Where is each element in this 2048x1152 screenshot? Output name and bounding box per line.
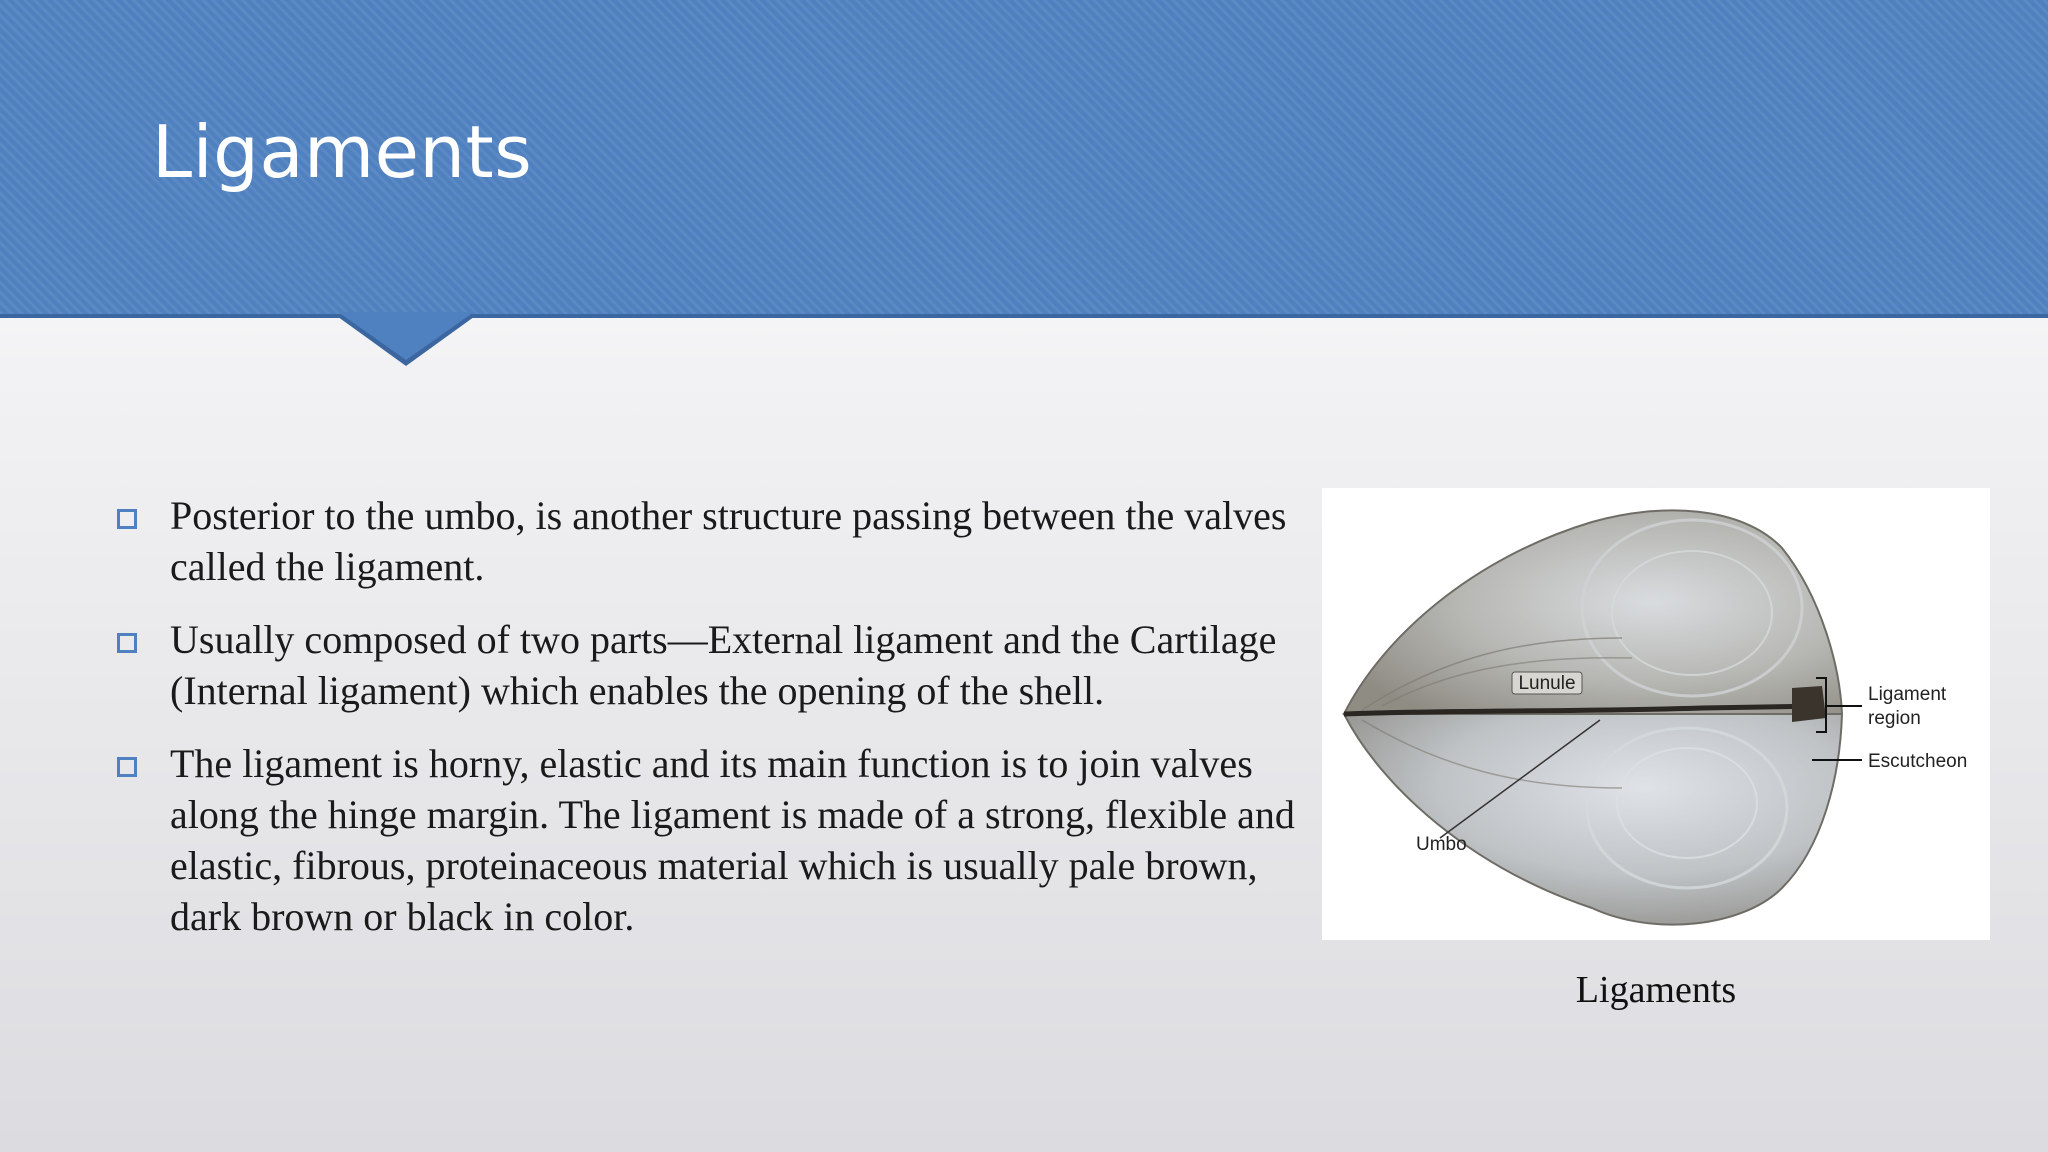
banner-notch-fill — [338, 312, 474, 360]
shell-top-valve — [1344, 510, 1842, 714]
shell-figure — [1322, 488, 1990, 940]
bullet-list — [112, 490, 1312, 964]
lunule-label: Lunule — [1518, 673, 1576, 694]
shell-diagram — [1322, 488, 1990, 940]
square-bullet-icon — [117, 633, 137, 653]
slide-title: Ligaments — [152, 110, 533, 194]
ligament-region-mark — [1792, 686, 1826, 722]
bullet-item — [112, 738, 1312, 942]
shell-bottom-valve — [1344, 714, 1842, 925]
figure-caption: Ligaments — [1575, 969, 1737, 1011]
bullet-text: Posterior to the umbo, is another structure passing between the valves called the ligament. — [170, 493, 1287, 589]
umbo-label: Umbo — [1416, 834, 1467, 855]
ligament-label-line2: region — [1868, 708, 1921, 729]
bullet-item — [112, 490, 1312, 592]
escutcheon-label: Escutcheon — [1868, 751, 1968, 772]
bullet-item — [112, 614, 1312, 716]
ligament-label-line1: Ligament — [1868, 684, 1947, 705]
square-bullet-icon — [117, 509, 137, 529]
bullet-text: The ligament is horny, elastic and its main function is to join valves along the hinge margin. The ligament is made of a strong, flexible and elastic, fibrous, proteinaceous material which is usually pale brown, dark brown or black in color. — [170, 741, 1295, 939]
bullet-text: Usually composed of two parts—External ligament and the Cartilage (Internal ligament) which enables the opening of the shell. — [170, 617, 1277, 713]
square-bullet-icon — [117, 757, 137, 777]
